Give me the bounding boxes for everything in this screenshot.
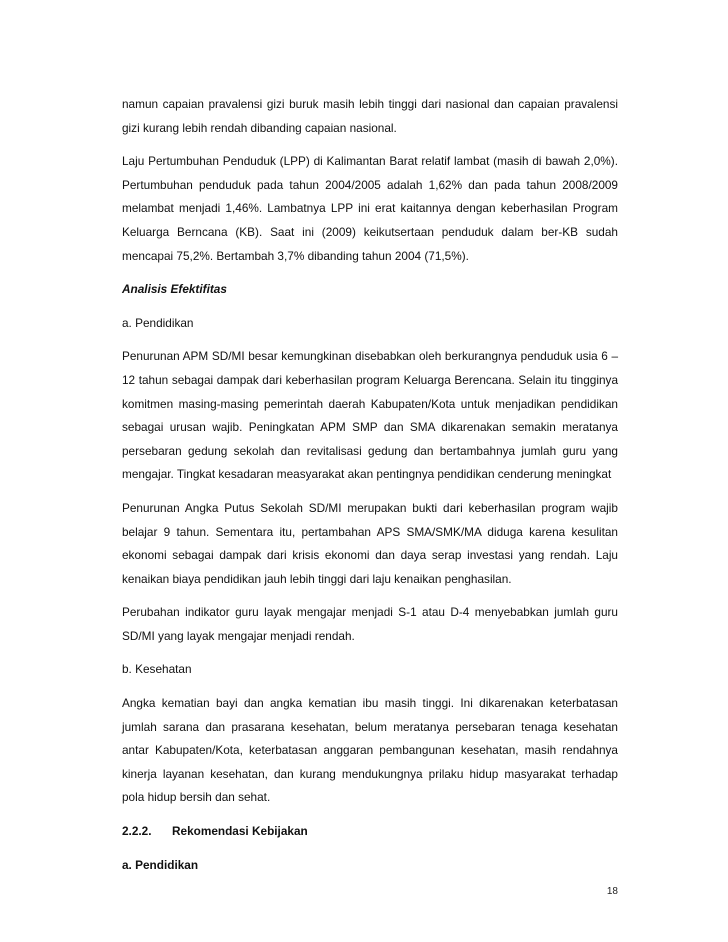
paragraph-lpp: Laju Pertumbuhan Penduduk (LPP) di Kalimantan Barat relatif lambat (masih di bawah 2,0%). Pertumbuhan penduduk pada tahun 2004/2005 adalah 1,62% dan pada tahun 2008/2009 melambat menjadi 1,46%. Lambatnya LPP ini erat kaitannya dengan keberhasilan Program Keluarga Berncana (KB). Saat ini (2009) keikutsertaan penduduk dalam ber-KB sudah mencapai 75,2%. Bertambah 3,7% dibanding tahun 2004 (71,5%). (122, 154, 618, 263)
paragraph-apm: Penurunan APM SD/MI besar kemungkinan disebabkan oleh berkurangnya penduduk usia 6 – 12 tahun sebagai dampak dari keberhasilan program Keluarga Berencana. Selain itu tingginya komitmen masing-masing pemerintah daerah Kabupaten/Kota untuk menjadikan pendidikan sebagai urusan wajib. Peningkatan APM SMP dan SMA dikarenakan semakin meratanya persebaran gedung sekolah dan revitalisasi gedung dan bertambahnya jumlah guru yang mengajar. Tingkat kesadaran measyarakat akan pentingnya pendidikan cenderung meningkat (122, 349, 618, 482)
section-heading (122, 820, 618, 844)
subheading-kesehatan: b. Kesehatan (122, 662, 192, 677)
paragraph-guru-layak: Perubahan indikator guru layak mengajar menjadi S-1 atau D-4 menyebabkan jumlah guru SD/MI yang layak mengajar menjadi rendah. (122, 605, 618, 643)
paragraph-putus-sekolah: Penurunan Angka Putus Sekolah SD/MI merupakan bukti dari keberhasilan program wajib belajar 9 tahun. Sementara itu, pertambahan APS SMA/SMK/MA diduga karena kesulitan ekonomi sebagai dampak dari krisis ekonomi dan daya serap investasi yang rendah. Laju kenaikan biaya pendidikan jauh lebih tinggi dari laju kenaikan penghasilan. (122, 500, 618, 586)
heading-analisis-efektifitas: Analisis Efektifitas (122, 282, 227, 297)
subheading-pendidikan: a. Pendidikan (122, 315, 194, 330)
paragraph-kesehatan: Angka kematian bayi dan angka kematian ibu masih tinggi. Ini dikarenakan keterbatasan jumlah sarana dan prasarana kesehatan, belum meratanya persebaran tenaga kesehatan antar Kabupaten/Kota, keterbatasan anggaran pembangunan kesehatan, masih rendahnya kinerja layanan kesehatan, dan kurang mendukungnya prilaku hidup masyarakat terhadap pola hidup bersih dan sehat. (122, 696, 618, 805)
section-title: Rekomendasi Kebijakan (172, 824, 308, 839)
page-number: 18 (606, 886, 618, 897)
document-page (122, 93, 618, 877)
subheading-pendidikan-2: a. Pendidikan (122, 857, 199, 872)
paragraph-gizi: namun capaian pravalensi gizi buruk masih lebih tinggi dari nasional dan capaian pravalensi gizi kurang lebih rendah dibanding capaian nasional. (122, 97, 618, 135)
section-number: 2.2.2. (122, 824, 152, 839)
